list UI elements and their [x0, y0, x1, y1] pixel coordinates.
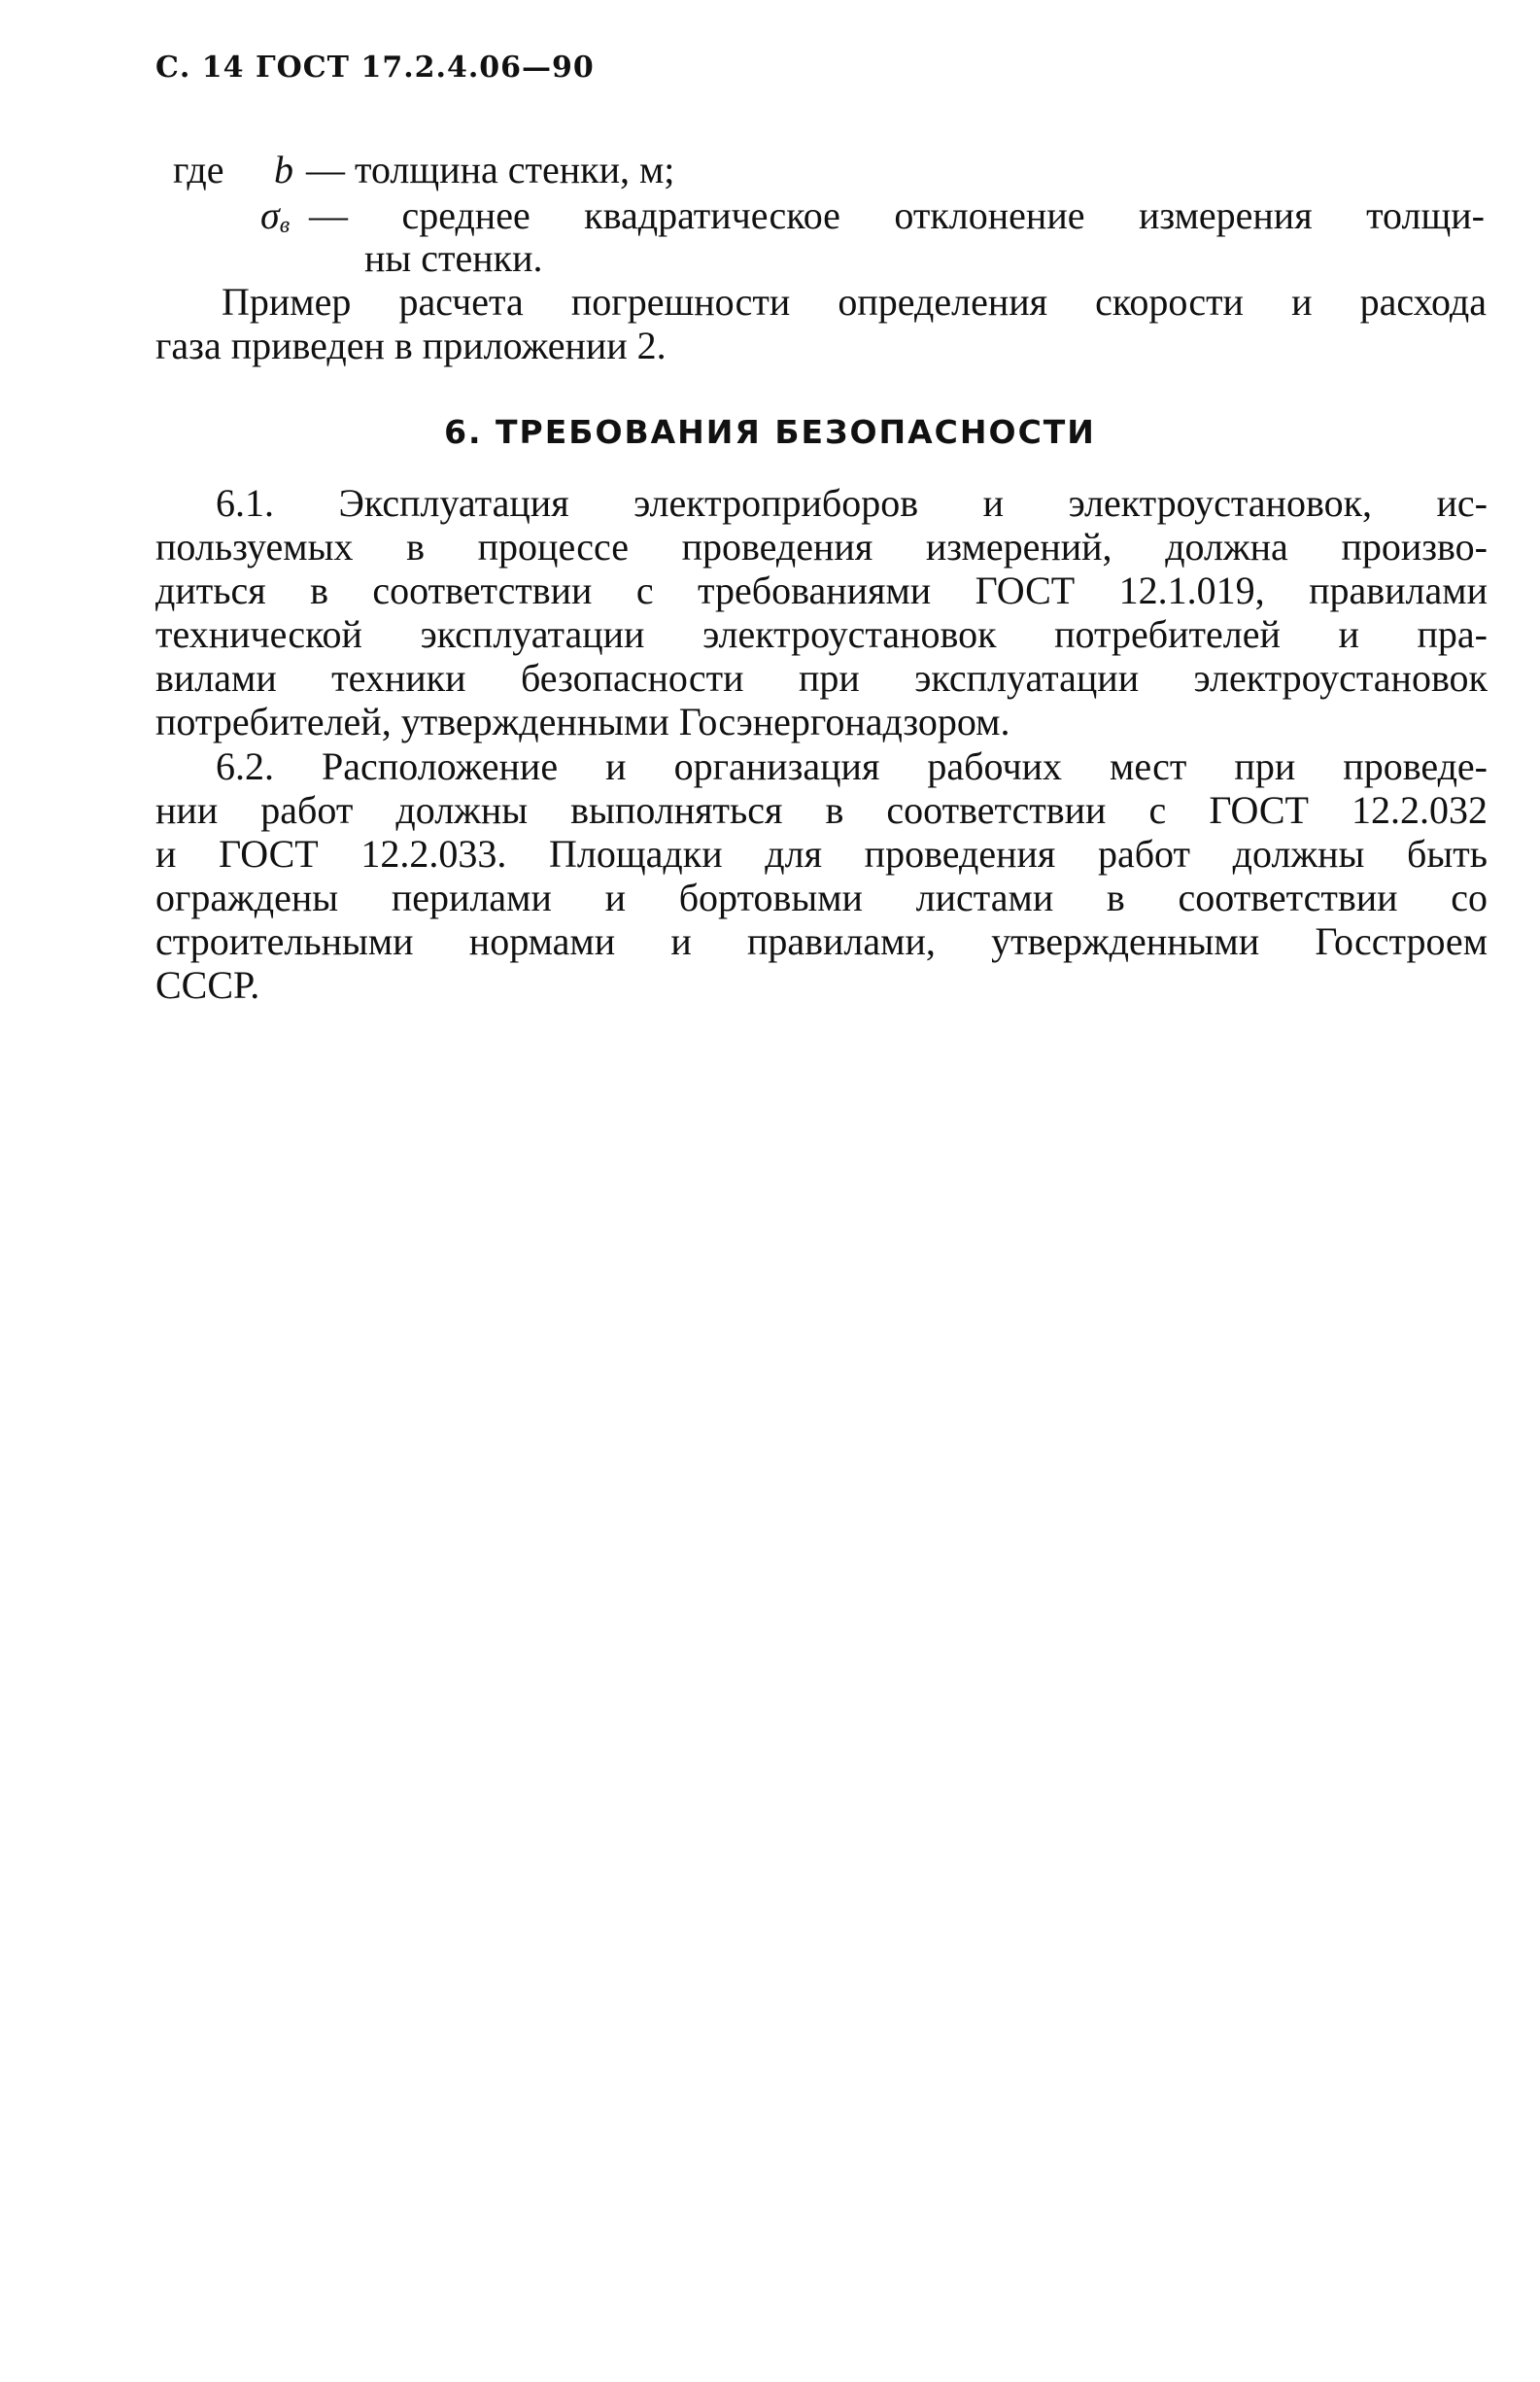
clause-6-2-line: и ГОСТ 12.2.033. Площадки для проведения работ должны быть — [155, 832, 1488, 876]
clause-6-1-line: диться в соответствии с требованиями ГОСТ 12.1.019, правилами — [155, 569, 1488, 612]
example-line-1: Пример расчета погрешности определения скорости и расхода — [222, 280, 1487, 324]
clause-6-1-line: 6.1. Эксплуатация электроприборов и электроустановок, ис- — [216, 481, 1488, 525]
sigma-subscript: в — [279, 213, 291, 238]
example-line-2: газа приведен в приложении 2. — [155, 324, 667, 367]
sigma-description-line-1: — среднее квадратическое отклонение измерения толщи- — [309, 193, 1485, 237]
clause-6-2-line: строительными нормами и правилами, утвержденными Госстроем — [155, 919, 1488, 963]
clause-6-2-line: ограждены перилами и бортовыми листами в соответствии со — [155, 876, 1488, 919]
clause-6-1-line: технической эксплуатации электроустановок потребителей и пра- — [155, 612, 1488, 656]
clause-6-2-line: 6.2. Расположение и организация рабочих мест при проведе- — [216, 744, 1488, 788]
b-description: — толщина стенки, м; — [306, 148, 675, 191]
clause-6-1-line: потребителей, утвержденными Госэнергонадзором. — [155, 700, 1010, 743]
b-symbol: b — [274, 148, 293, 191]
sigma-description-line-2: ны стенки. — [364, 236, 543, 280]
sigma-letter: σ — [260, 193, 280, 237]
section-heading: 6. ТРЕБОВАНИЯ БЕЗОПАСНОСТИ — [444, 413, 1096, 451]
running-head: С. 14 ГОСТ 17.2.4.06—90 — [155, 51, 595, 85]
clause-6-2-line: СССР. — [155, 963, 260, 1007]
clause-6-2-line: нии работ должны выполняться в соответствии с ГОСТ 12.2.032 — [155, 788, 1488, 832]
clause-6-1-line: вилами техники безопасности при эксплуатации электроустановок — [155, 656, 1488, 700]
clause-6-1-line: пользуемых в процессе проведения измерений, должна произво- — [155, 525, 1488, 569]
sigma-symbol — [260, 193, 291, 238]
where-word: где — [173, 148, 224, 191]
